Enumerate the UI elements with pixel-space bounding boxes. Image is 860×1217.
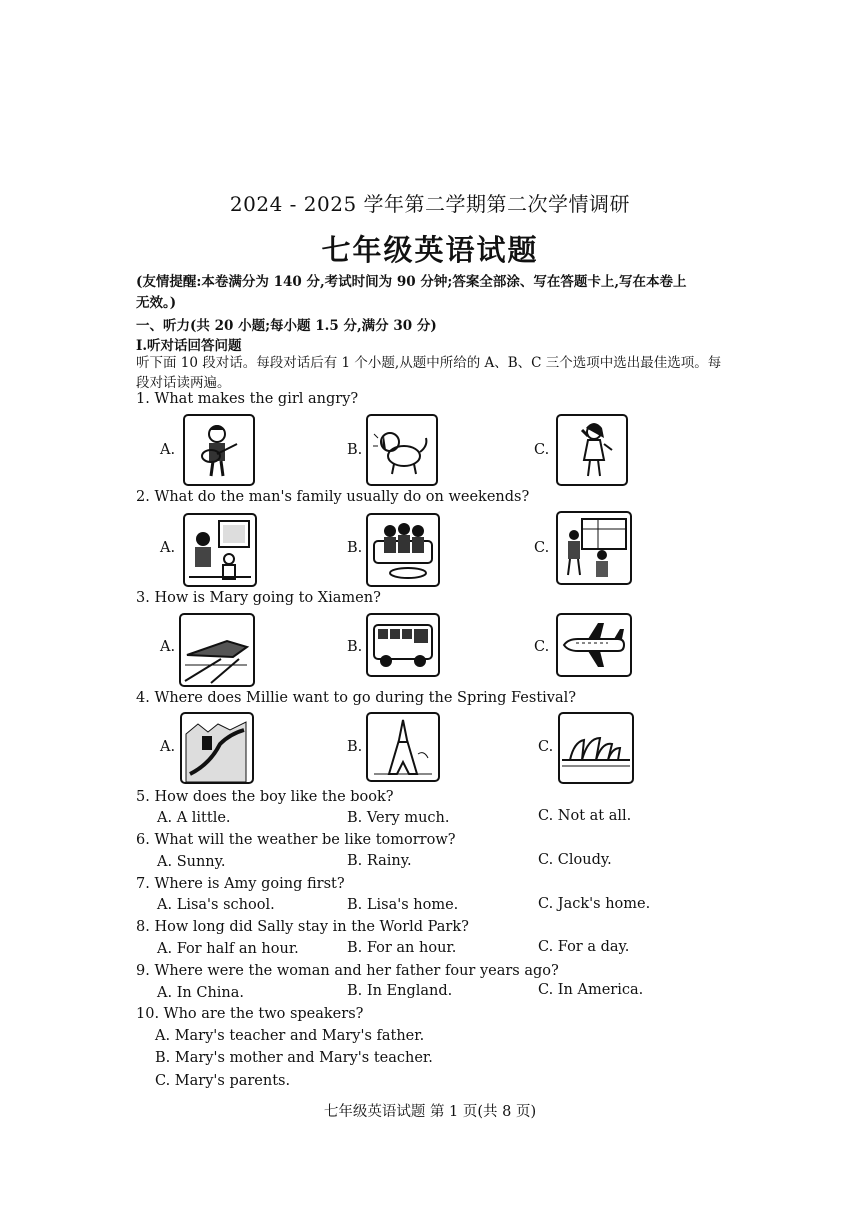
- dog-icon[interactable]: [366, 414, 438, 486]
- q6-option-c[interactable]: C. Cloudy.: [538, 852, 612, 868]
- q1-label-b: B.: [347, 442, 363, 458]
- q6-option-b[interactable]: B. Rainy.: [347, 853, 412, 869]
- q7-option-c[interactable]: C. Jack's home.: [538, 896, 651, 912]
- question-9-text: 9. Where were the woman and her father four years ago?: [136, 963, 559, 979]
- girl-singing-icon[interactable]: [556, 414, 628, 486]
- q2-label-b: B.: [347, 540, 363, 556]
- train-icon[interactable]: [179, 613, 255, 687]
- q2-label-c: C.: [534, 540, 550, 556]
- q9-option-c[interactable]: C. In America.: [538, 982, 644, 998]
- q8-option-a[interactable]: A. For half an hour.: [157, 941, 299, 957]
- question-7-text: 7. Where is Amy going first?: [136, 876, 345, 892]
- family-sofa-icon[interactable]: [366, 513, 440, 587]
- q5-option-a[interactable]: A. A little.: [157, 810, 231, 826]
- opera-house-icon[interactable]: [558, 712, 634, 784]
- q7-option-b[interactable]: B. Lisa's home.: [347, 897, 459, 913]
- q9-option-b[interactable]: B. In England.: [347, 983, 453, 999]
- question-2-text: 2. What do the man's family usually do on weekends?: [136, 489, 530, 505]
- q3-label-c: C.: [534, 639, 550, 655]
- q10-option-c[interactable]: C. Mary's parents.: [155, 1073, 291, 1089]
- q5-option-c[interactable]: C. Not at all.: [538, 808, 632, 824]
- section-heading: 一、听力(共 20 小题;每小题 1.5 分,满分 30 分): [136, 318, 437, 334]
- q4-label-b: B.: [347, 739, 363, 755]
- q3-label-a: A.: [160, 639, 176, 655]
- q10-option-a[interactable]: A. Mary's teacher and Mary's father.: [155, 1028, 425, 1044]
- great-wall-icon[interactable]: [180, 712, 254, 784]
- q10-option-b[interactable]: B. Mary's mother and Mary's teacher.: [155, 1050, 433, 1066]
- question-4-text: 4. Where does Millie want to go during the Spring Festival?: [136, 690, 577, 706]
- q8-option-b[interactable]: B. For an hour.: [347, 940, 457, 956]
- q9-option-a[interactable]: A. In China.: [157, 985, 245, 1001]
- question-10-text: 10. Who are the two speakers?: [136, 1006, 364, 1022]
- q1-label-a: A.: [160, 442, 176, 458]
- family-tv-icon[interactable]: [183, 513, 257, 587]
- page-footer: 七年级英语试题 第 1 页(共 8 页): [323, 1104, 537, 1120]
- question-3-text: 3. How is Mary going to Xiamen?: [136, 590, 381, 606]
- q7-option-a[interactable]: A. Lisa's school.: [157, 897, 275, 913]
- notice-line-2: 无效。): [136, 295, 177, 311]
- q2-label-a: A.: [160, 540, 176, 556]
- exam-subtitle: 七年级英语试题: [321, 233, 539, 267]
- q6-option-a[interactable]: A. Sunny.: [157, 854, 226, 870]
- q5-option-b[interactable]: B. Very much.: [347, 810, 450, 826]
- question-5-text: 5. How does the boy like the book?: [136, 789, 394, 805]
- instruction-line-1: 听下面 10 段对话。每段对话后有 1 个小题,从题中所给的 A、B、C 三个选项中选出最佳选项。每: [136, 355, 722, 371]
- instruction-line-2: 段对话读两遍。: [136, 375, 231, 391]
- q1-label-c: C.: [534, 442, 550, 458]
- plane-icon[interactable]: [556, 613, 632, 677]
- q4-label-c: C.: [538, 739, 554, 755]
- question-8-text: 8. How long did Sally stay in the World Park?: [136, 919, 469, 935]
- q8-option-c[interactable]: C. For a day.: [538, 939, 630, 955]
- boy-guitar-icon[interactable]: [183, 414, 255, 486]
- question-6-text: 6. What will the weather be like tomorrow?: [136, 832, 456, 848]
- q4-label-a: A.: [160, 739, 176, 755]
- bus-icon[interactable]: [366, 613, 440, 677]
- notice-line-1: (友情提醒:本卷满分为 140 分,考试时间为 90 分钟;答案全部涂、写在答题卡上,写在本卷上: [136, 274, 687, 290]
- eiffel-tower-icon[interactable]: [366, 712, 440, 782]
- family-shopping-icon[interactable]: [556, 511, 632, 585]
- question-1-text: 1. What makes the girl angry?: [136, 391, 359, 407]
- exam-title: 2024 - 2025 学年第二学期第二次学情调研: [229, 192, 631, 216]
- q3-label-b: B.: [347, 639, 363, 655]
- part-heading: I.听对话回答问题: [136, 338, 242, 354]
